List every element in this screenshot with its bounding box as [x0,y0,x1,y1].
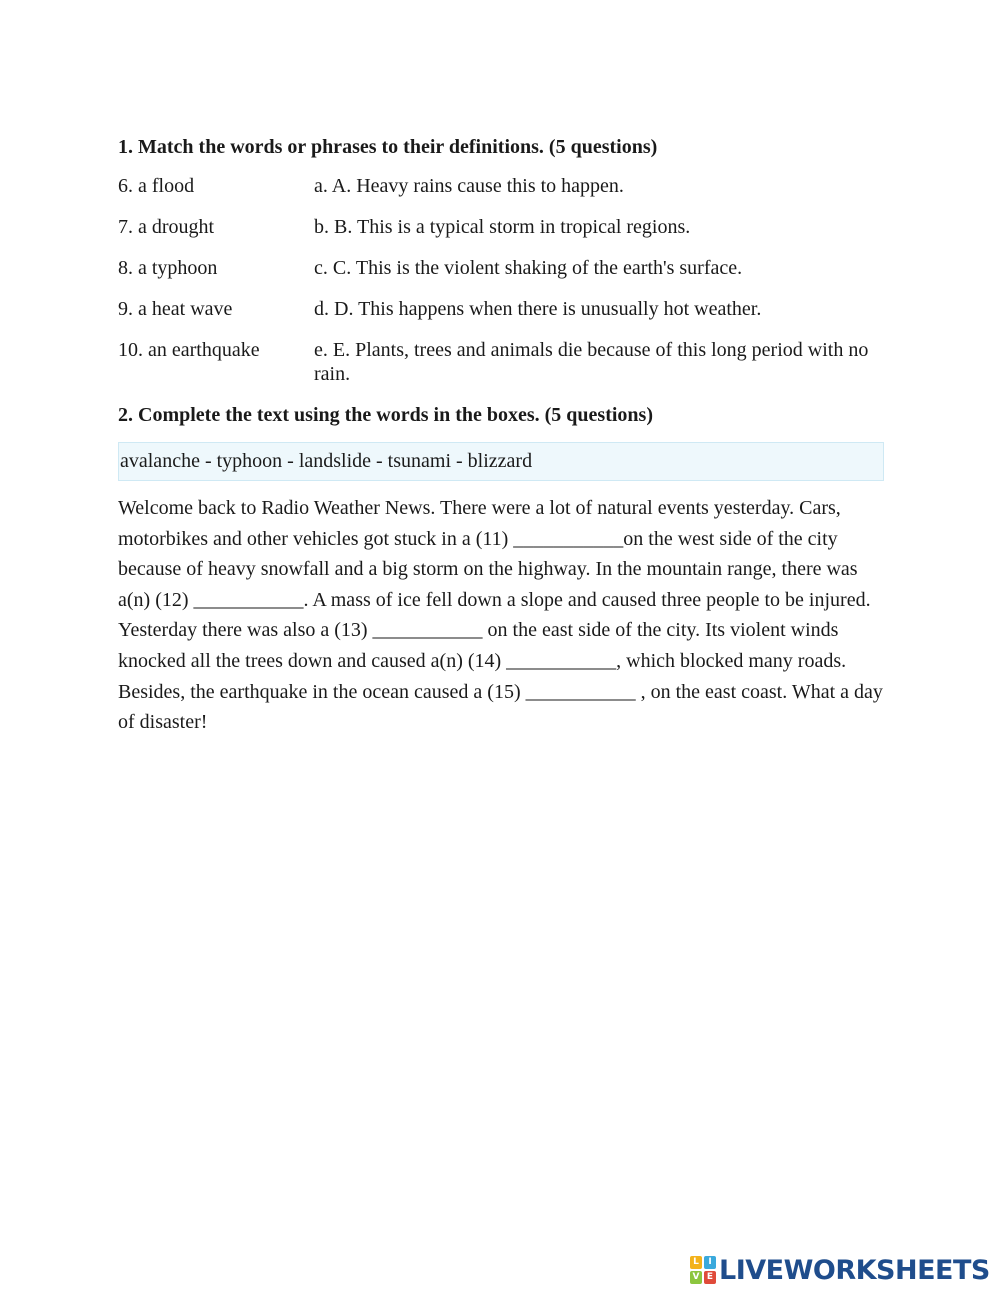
match-term: 6. a flood [118,175,195,197]
liveworksheets-logo [690,1253,990,1287]
fill-in-passage: Welcome back to Radio Weather News. There were a lot of natural events yesterday. Cars, motorbikes and other vehicles got stuck in a (11) ___________on the west side of the city because of heavy snowfall and a big storm on the highway. In the mountain range, there was a(n) (12) ___________. A mass of ice fell down a slope and caused three people to be injured. Yesterday there was also a (13) ___________ on the east side of the city. Its violent winds knocked all the trees down and caused a(n) (14) ___________, which blocked many roads. Besides, the earthquake in the ocean caused a (15) ___________ , on the east coast. What a day of disaster! [118,497,883,734]
match-definition: e. E. Plants, trees and animals die because of this long period with no rain. [314,339,869,385]
logo-text: LIVEWORKSHEETS [719,1254,990,1286]
section-1-heading: 1. Match the words or phrases to their definitions. (5 questions) [118,136,658,158]
match-term: 8. a typhoon [118,257,218,279]
match-definition: d. D. This happens when there is unusually hot weather. [314,298,762,320]
logo-mark-icon [690,1256,716,1284]
logo-letter-v: V [690,1271,702,1284]
match-term: 7. a drought [118,216,215,238]
word-bank-box: avalanche - typhoon - landslide - tsunami - blizzard [118,442,884,481]
match-definition: c. C. This is the violent shaking of the earth's surface. [314,257,743,279]
matching-table [118,174,884,386]
logo-letter-e: E [704,1271,716,1284]
match-term: 10. an earthquake [118,339,260,361]
logo-letter-i: I [704,1256,716,1269]
match-row [118,174,884,198]
match-row [118,297,884,321]
match-definition: b. B. This is a typical storm in tropical regions. [314,216,691,238]
section-2-heading: 2. Complete the text using the words in the boxes. (5 questions) [118,404,653,426]
worksheet [118,134,884,738]
match-row [118,215,884,239]
match-row [118,338,884,386]
match-row [118,256,884,280]
logo-letter-l: L [690,1256,702,1269]
match-definition: a. A. Heavy rains cause this to happen. [314,175,624,197]
match-term: 9. a heat wave [118,298,233,320]
